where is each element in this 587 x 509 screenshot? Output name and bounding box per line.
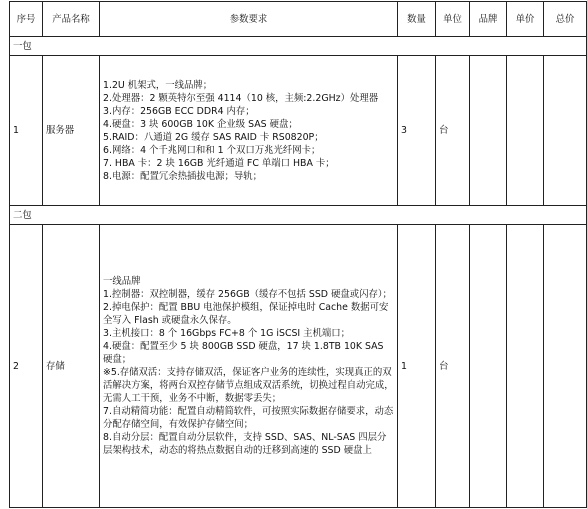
spec-line: 7.自动精简功能：配置自动精简软件，可按照实际数据存储要求，动态分配存储空间，有效保护存储空间； xyxy=(103,406,394,430)
header-no: 序号 xyxy=(10,2,43,37)
row-product-name: 服务器 xyxy=(43,56,100,206)
row-unit-price xyxy=(507,56,544,206)
row-total xyxy=(544,56,587,206)
row-brand xyxy=(470,56,507,206)
spec-line: 8.电源：配置冗余热插拔电源；导轨； xyxy=(103,170,262,182)
group-label-2: 二包 xyxy=(10,206,587,225)
row-product-name: 存储 xyxy=(43,225,100,508)
row-spec xyxy=(100,225,398,508)
spec-line: 2.掉电保护：配置 BBU 电池保护模组，保证掉电时 Cache 数据可安全写入 Flash 或硬盘永久保存。 xyxy=(103,302,389,326)
spec-line: 8.自动分层：配置自动分层软件，支持 SSD、SAS、NL-SAS 四层分层架构技术，动态的将热点数据自动的迁移到高速的 SSD 硬盘上 xyxy=(103,432,387,456)
procurement-spec-table xyxy=(9,1,587,508)
spec-line: 3.内存：256GB ECC DDR4 内存； xyxy=(103,105,255,117)
header-brand: 品牌 xyxy=(470,2,507,37)
header-spec: 参数要求 xyxy=(100,2,398,37)
row-qty: 1 xyxy=(398,225,436,508)
row-unit: 台 xyxy=(436,225,470,508)
row-total xyxy=(544,225,587,508)
spec-line: 6.网络：4 个千兆网口和和 1 个双口万兆光纤网卡； xyxy=(103,144,321,156)
spec-line: 2.处理器：2 颗英特尔至强 4114（10 核，主频:2.2GHz）处理器 xyxy=(103,92,379,104)
header-unit-price: 单价 xyxy=(507,2,544,37)
spec-line: 1.2U 机架式，一线品牌； xyxy=(103,79,213,91)
spec-line: 3.主机接口：8 个 16Gbps FC+8 个 1G iSCSI 主机端口； xyxy=(103,328,351,339)
row-qty: 3 xyxy=(398,56,436,206)
table-row xyxy=(10,56,587,206)
group-label-1: 一包 xyxy=(10,37,587,56)
row-unit: 台 xyxy=(436,56,470,206)
header-total: 总价 xyxy=(544,2,587,37)
header-row xyxy=(10,2,587,37)
group-row xyxy=(10,37,587,56)
row-spec xyxy=(100,56,398,206)
spec-line: 4.硬盘：配置至少 5 块 800GB SSD 硬盘，17 块 1.8TB 10K SAS 硬盘； xyxy=(103,341,384,365)
spec-line: 4.硬盘：3 块 600GB 10K 企业级 SAS 硬盘； xyxy=(103,118,298,130)
row-brand xyxy=(470,225,507,508)
table-row xyxy=(10,225,587,508)
spec-line: 1.控制器：双控制器，缓存 256GB（缓存不包括 SSD 硬盘或闪存）； xyxy=(103,289,392,300)
row-no: 2 xyxy=(10,225,43,508)
row-unit-price xyxy=(507,225,544,508)
header-qty: 数量 xyxy=(398,2,436,37)
spec-line: ※5.存储双活：支持存储双活，保证客户业务的连续性，实现真正的双活解决方案，将两台双控存储节点组成双活系统，切换过程自动完成，无需人工干预，业务不中断，数据零丢失； xyxy=(103,367,394,404)
row-no: 1 xyxy=(10,56,43,206)
spec-line: 5.RAID：八通道 2G 缓存 SAS RAID 卡 RS0820P； xyxy=(103,131,324,143)
header-unit: 单位 xyxy=(436,2,470,37)
spec-line: 7. HBA 卡：2 块 16GB 光纤通道 FC 单端口 HBA 卡； xyxy=(103,157,335,169)
header-product-name: 产品名称 xyxy=(43,2,100,37)
spec-line: 一线品牌 xyxy=(103,276,141,287)
group-row xyxy=(10,206,587,225)
